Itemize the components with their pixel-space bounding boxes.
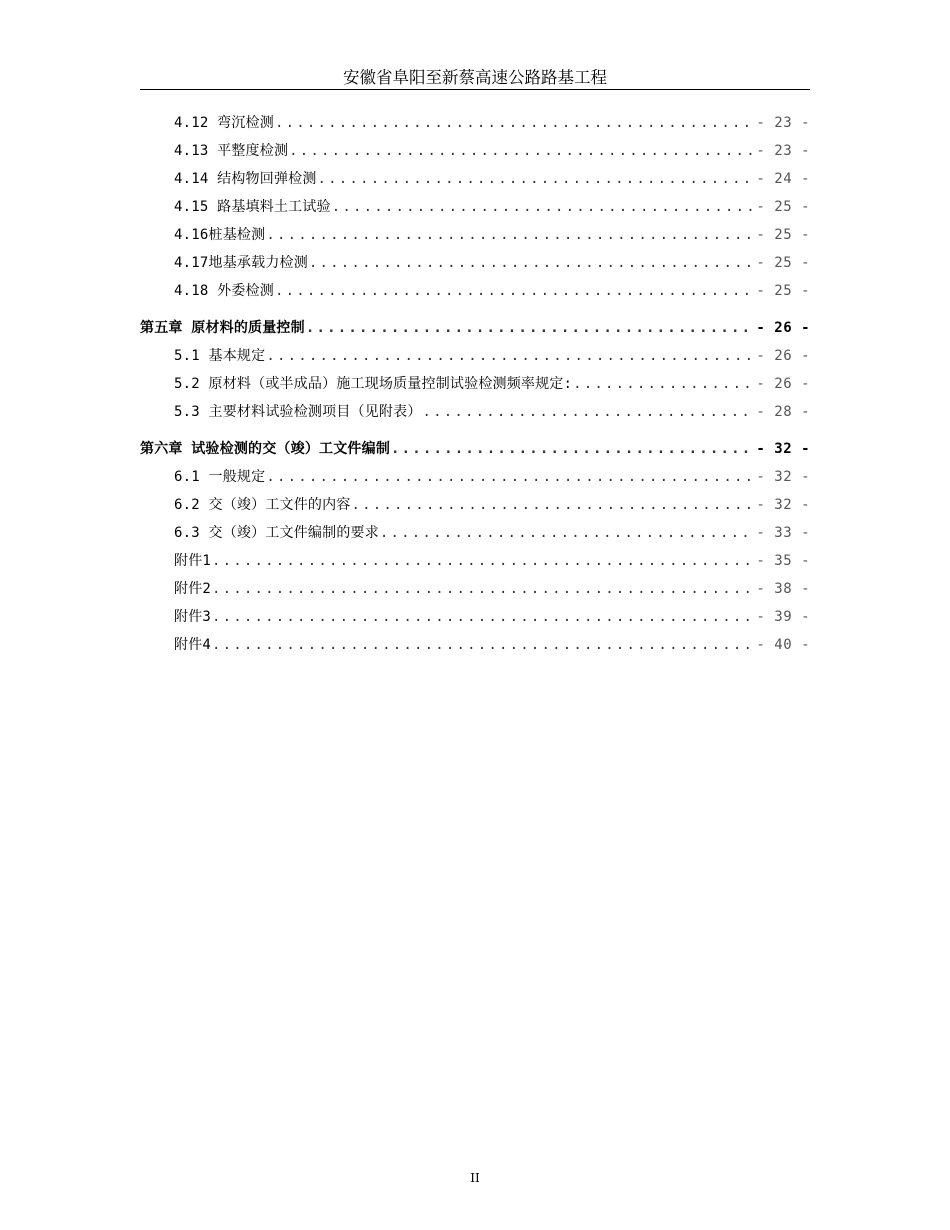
- toc-entry-label: 附件2: [174, 581, 212, 597]
- toc-entry-page: - 38 -: [756, 581, 810, 597]
- toc-chapter-page: - 26 -: [756, 320, 810, 336]
- toc-entry-4-12[interactable]: [174, 112, 810, 134]
- toc-entry-label: 4.18 外委检测: [174, 283, 274, 299]
- dot-leader: [266, 345, 754, 367]
- toc-entry-page: - 33 -: [756, 525, 810, 541]
- dot-leader: [266, 224, 754, 246]
- toc-entry-label: 4.17地基承载力检测: [174, 255, 308, 271]
- toc-entry-page: - 32 -: [756, 469, 810, 485]
- toc-entry-page: - 32 -: [756, 497, 810, 513]
- dot-leader: [266, 466, 754, 488]
- toc-chapter-5[interactable]: [140, 317, 810, 339]
- toc-entry-4-18[interactable]: [174, 280, 810, 302]
- dot-leader: [275, 112, 754, 134]
- toc-entry-page: - 26 -: [756, 376, 810, 392]
- toc-entry-page: - 26 -: [756, 348, 810, 364]
- toc-entry-label: 附件3: [174, 609, 212, 625]
- toc-entry-4-14[interactable]: [174, 168, 810, 190]
- toc-entry-label: 4.12 弯沉检测: [174, 115, 274, 131]
- toc-entry-page: - 28 -: [756, 404, 810, 420]
- header-divider: [140, 89, 810, 90]
- dot-leader: [380, 522, 755, 544]
- toc-entry-label: 4.15 路基填料土工试验: [174, 199, 331, 215]
- dot-leader: [212, 634, 754, 656]
- toc-entry-page: - 24 -: [756, 171, 810, 187]
- toc-entry-label: 附件4: [174, 637, 212, 653]
- toc-entry-5-2[interactable]: [174, 373, 810, 395]
- toc-entry-label: 5.1 基本规定: [174, 348, 266, 364]
- dot-leader: [332, 196, 755, 218]
- toc-entry-page: - 40 -: [756, 637, 810, 653]
- dot-leader: [423, 401, 755, 423]
- toc-entry-6-1[interactable]: [174, 466, 810, 488]
- toc-entry-appendix-2[interactable]: [174, 578, 810, 600]
- toc-entry-label: 6.3 交（竣）工文件编制的要求: [174, 525, 379, 541]
- toc-entry-page: - 25 -: [756, 255, 810, 271]
- toc-entry-label: 6.1 一般规定: [174, 469, 266, 485]
- dot-leader: [306, 317, 755, 339]
- toc-entry-label: 5.3 主要材料试验检测项目（见附表）: [174, 404, 422, 420]
- toc-chapter-page: - 32 -: [756, 441, 810, 457]
- toc-entry-appendix-3[interactable]: [174, 606, 810, 628]
- dot-leader: [212, 606, 754, 628]
- dot-leader: [391, 438, 754, 460]
- toc-entry-6-2[interactable]: [174, 494, 810, 516]
- dot-leader: [275, 280, 754, 302]
- toc-entry-page: - 25 -: [756, 283, 810, 299]
- toc-entry-page: - 25 -: [756, 199, 810, 215]
- toc-chapter-label: 第五章 原材料的质量控制: [140, 320, 305, 336]
- toc-entry-page: - 23 -: [756, 143, 810, 159]
- toc-entry-page: - 39 -: [756, 609, 810, 625]
- page-number: II: [470, 1171, 480, 1185]
- toc-entry-page: - 35 -: [756, 553, 810, 569]
- toc-chapter-6[interactable]: [140, 438, 810, 460]
- dot-leader: [309, 252, 755, 274]
- dot-leader: [318, 168, 755, 190]
- toc-entry-appendix-1[interactable]: [174, 550, 810, 572]
- toc-entry-page: - 25 -: [756, 227, 810, 243]
- dot-leader: [352, 494, 755, 516]
- toc-entry-4-13[interactable]: [174, 140, 810, 162]
- toc-entry-label: 4.13 平整度检测: [174, 143, 289, 159]
- toc-entry-4-16[interactable]: [174, 224, 810, 246]
- dot-leader: [289, 140, 754, 162]
- toc-entry-label: 5.2 原材料（或半成品）施工现场质量控制试验检测频率规定:: [174, 376, 573, 392]
- toc-entry-page: - 23 -: [756, 115, 810, 131]
- toc-entry-label: 4.16桩基检测: [174, 227, 266, 243]
- toc-entry-4-15[interactable]: [174, 196, 810, 218]
- toc-entry-label: 附件1: [174, 553, 212, 569]
- toc-entry-appendix-4[interactable]: [174, 634, 810, 656]
- running-header: 安徽省阜阳至新蔡高速公路路基工程: [343, 68, 607, 87]
- toc-entry-label: 6.2 交（竣）工文件的内容: [174, 497, 351, 513]
- toc-entry-5-1[interactable]: [174, 345, 810, 367]
- toc-entry-6-3[interactable]: [174, 522, 810, 544]
- toc-entry-label: 4.14 结构物回弹检测: [174, 171, 317, 187]
- dot-leader: [212, 578, 754, 600]
- dot-leader: [573, 373, 754, 395]
- toc-chapter-label: 第六章 试验检测的交（竣）工文件编制: [140, 441, 391, 457]
- toc-entry-5-3[interactable]: [174, 401, 810, 423]
- toc-entry-4-17[interactable]: [174, 252, 810, 274]
- dot-leader: [212, 550, 754, 572]
